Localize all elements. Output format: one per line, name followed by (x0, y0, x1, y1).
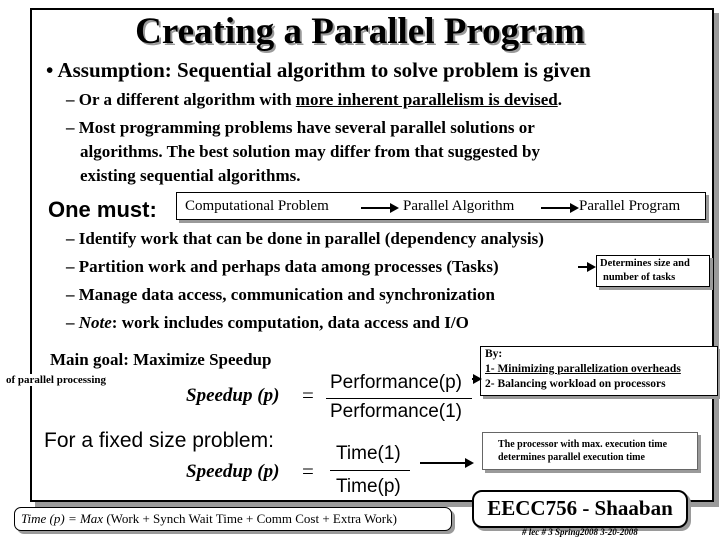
flow-step-parallel-algorithm: Parallel Algorithm (403, 198, 515, 214)
slide-footer: # lec # 3 Spring2008 3-20-2008 (522, 527, 638, 537)
overheads-item-2: 2- Balancing workload on processors (485, 378, 666, 390)
sub-bullet-solutions-line3: existing sequential algorithms. (80, 166, 301, 185)
time-formula-rest: (Work + Synch Wait Time + Comm Cost + Extra Work) (103, 511, 397, 526)
sub-bullet-solutions-line2: algorithms. The best solution may differ from that suggested by (80, 142, 540, 161)
flow-arrow-2 (541, 207, 577, 209)
time-formula-italic: Time (p) = Max (21, 511, 104, 526)
speedup-label-2: Speedup (p) (186, 461, 280, 482)
tasks-callout-line1: Determines size and (600, 258, 690, 269)
course-name: EECC756 - Shaaban (487, 496, 673, 520)
overheads-by: By: (485, 348, 503, 360)
sub-bullet-alternative-prefix: – Or a different algorithm with (66, 90, 296, 109)
fixed-size-problem: For a fixed size problem: (44, 429, 274, 452)
sub-bullet-solutions-line1: – Most programming problems have several parallel solutions or (66, 118, 535, 137)
one-must-label: One must: (48, 197, 157, 222)
task-note-label: Note (78, 313, 112, 332)
tasks-callout-arrow (578, 266, 594, 268)
fraction-denominator-time-p: Time(p) (336, 476, 401, 497)
overheads-callout-connector (472, 378, 480, 380)
max-exec-note-line1: The processor with max. execution time (498, 439, 668, 450)
max-exec-note-line2: determines parallel execution time (498, 452, 645, 463)
sub-bullet-alternative (66, 90, 562, 110)
fraction-bar-time (330, 470, 410, 471)
course-name-box (472, 490, 688, 528)
tasks-callout-line2: number of tasks (603, 272, 676, 283)
flow-step-computational-problem: Computational Problem (185, 198, 329, 214)
sub-bullet-alternative-underlined: more inherent parallelism is devised (295, 90, 558, 109)
max-exec-arrow (420, 462, 472, 464)
sub-bullet-alternative-suffix: . (557, 90, 562, 109)
fraction-numerator-performance-p: Performance(p) (330, 372, 462, 393)
task-identify-work: – Identify work that can be done in parallel (dependency analysis) (66, 229, 544, 248)
tasks-callout-box (596, 255, 710, 287)
overheads-box (480, 346, 718, 396)
flow-arrow-1 (361, 207, 397, 209)
fraction-numerator-time-1: Time(1) (336, 443, 401, 464)
time-formula-box (14, 507, 452, 531)
time-formula (21, 511, 397, 527)
main-goal: Main goal: Maximize Speedup (50, 350, 272, 369)
task-note (66, 313, 469, 333)
overheads-item-1: 1- Minimizing parallelization overheads (485, 363, 681, 375)
flow-step-parallel-program: Parallel Program (579, 198, 681, 214)
main-goal-subtitle: of parallel processing (6, 374, 107, 386)
task-note-rest: : work includes computation, data access and I/O (111, 313, 469, 332)
fraction-bar-performance (326, 398, 472, 399)
task-partition-work: – Partition work and perhaps data among processes (Tasks) (66, 257, 499, 276)
assumption-bullet: • Assumption: Sequential algorithm to solve problem is given (46, 58, 591, 82)
fraction-denominator-performance-1: Performance(1) (330, 401, 462, 422)
speedup-label-1: Speedup (p) (186, 385, 280, 406)
task-note-prefix: – (66, 313, 79, 332)
max-exec-note-box (482, 432, 698, 470)
flow-box (176, 192, 706, 220)
equals-sign-2: = (302, 459, 314, 483)
task-manage-data: – Manage data access, communication and synchronization (66, 285, 495, 304)
equals-sign-1: = (302, 383, 314, 407)
slide-title: Creating a Parallel Program (135, 11, 585, 52)
